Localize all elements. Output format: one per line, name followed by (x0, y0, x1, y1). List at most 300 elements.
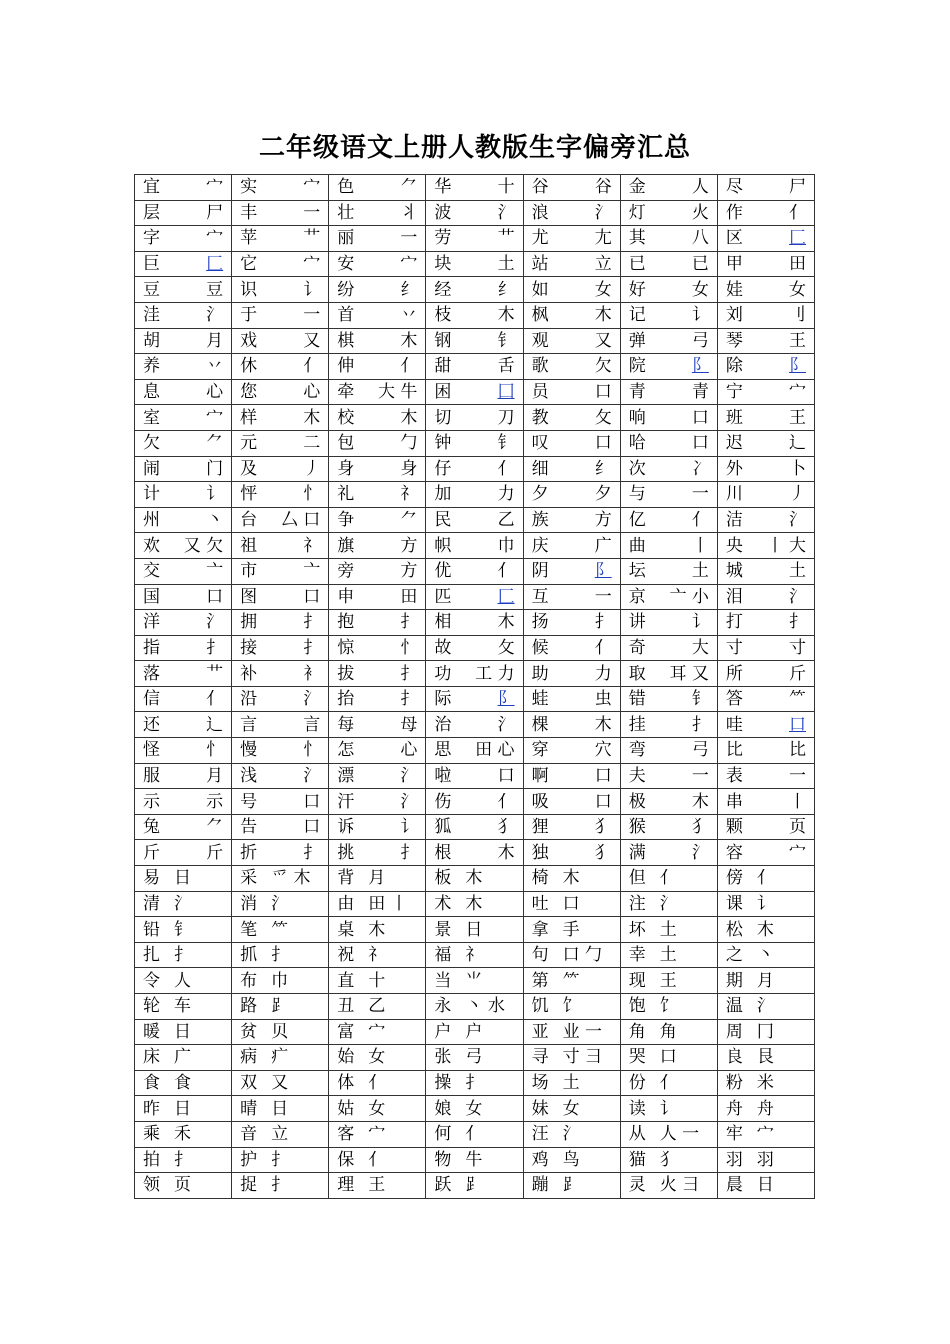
radical: 勹 (400, 433, 418, 454)
radical: 田 丨 (368, 893, 408, 914)
table-cell (620, 994, 717, 1020)
cell-content (240, 508, 320, 532)
cell-content (337, 457, 417, 481)
radical: 口 (303, 791, 321, 812)
table-cell (426, 917, 523, 943)
character: 身 (337, 458, 355, 479)
character: 抱 (337, 612, 355, 633)
table-cell (426, 226, 523, 252)
radical: 口 (594, 433, 612, 454)
character: 注 (628, 893, 646, 914)
cell-content (337, 866, 417, 890)
radical: 木 (497, 842, 515, 863)
cell-content (532, 841, 612, 865)
character: 份 (628, 1073, 646, 1094)
table-cell (620, 584, 717, 610)
character: 板 (434, 868, 452, 889)
character: 客 (337, 1124, 355, 1145)
cell-content (629, 1071, 709, 1095)
radical-link[interactable]: 匚 (206, 254, 224, 275)
table-cell (232, 994, 329, 1020)
cell-content (434, 380, 514, 404)
radical: 扌 (174, 945, 191, 966)
radical: ⺈ (206, 817, 224, 838)
radical: 田 (400, 586, 418, 607)
table-cell (717, 328, 814, 354)
radical: 攵 (497, 637, 515, 658)
radical: 手 (562, 919, 580, 940)
table-cell (523, 1121, 620, 1147)
cell-content (337, 1097, 417, 1121)
radical: 讠 (691, 305, 709, 326)
character: 牢 (725, 1124, 743, 1145)
cell-content (337, 252, 417, 276)
table-cell (426, 738, 523, 764)
table-cell (523, 251, 620, 277)
table-cell (232, 226, 329, 252)
cell-content (143, 1122, 223, 1146)
radical: 攵 (594, 407, 612, 428)
table-cell (717, 302, 814, 328)
cell-content (532, 226, 612, 250)
radical: 米 (756, 1073, 774, 1094)
character: 采 (240, 868, 258, 889)
cell-content (726, 969, 806, 993)
character: 包 (337, 433, 355, 454)
character: 所 (725, 663, 743, 684)
character: 谷 (531, 177, 549, 198)
radical: 氵 (497, 714, 515, 735)
radical: 户 (465, 1021, 483, 1042)
cell-content (726, 943, 806, 967)
radical-link[interactable]: 阝 (594, 561, 612, 582)
character: 汪 (531, 1124, 549, 1145)
table-cell (717, 1070, 814, 1096)
radical: 心 (303, 382, 321, 403)
table-cell (426, 558, 523, 584)
cell-content (532, 1097, 612, 1121)
table-row (135, 610, 815, 636)
character: 当 (434, 970, 452, 991)
character: 胡 (143, 330, 160, 351)
character: 豆 (143, 279, 160, 300)
table-cell (426, 430, 523, 456)
table-cell (620, 1096, 717, 1122)
character: 祖 (240, 535, 258, 556)
radical-link[interactable]: 匚 (789, 228, 806, 249)
character: 娘 (434, 1098, 452, 1119)
table-cell (135, 1173, 232, 1199)
radical: 宀 (303, 177, 321, 198)
cell-content (629, 431, 709, 455)
cell-content (629, 738, 709, 762)
radical: 扌 (271, 1175, 289, 1196)
character: 图 (240, 586, 258, 607)
cell-content (337, 406, 417, 430)
table-row (135, 1070, 815, 1096)
table-cell (232, 533, 329, 559)
table-row (135, 738, 815, 764)
cell-content (143, 918, 223, 942)
table-row (135, 1173, 815, 1199)
radical: 亻 (497, 458, 515, 479)
cell-content (434, 1148, 514, 1172)
cell-content (629, 252, 709, 276)
radical-link[interactable]: 囗 (497, 382, 515, 403)
table-row (135, 430, 815, 456)
radical: 木 (303, 407, 321, 428)
radical: 钅 (497, 330, 515, 351)
cell-content (629, 969, 709, 993)
character: 曲 (628, 535, 646, 556)
character: 棵 (531, 714, 549, 735)
cell-content (726, 175, 806, 199)
table-cell (135, 763, 232, 789)
table-cell (232, 1019, 329, 1045)
radical-table (134, 174, 815, 1199)
cell-content (532, 1148, 612, 1172)
table-cell (135, 610, 232, 636)
cell-content (240, 1122, 320, 1146)
radical: 土 (691, 561, 709, 582)
table-cell (426, 1147, 523, 1173)
radical: 扌 (206, 637, 224, 658)
character: 元 (240, 433, 258, 454)
table-cell (426, 994, 523, 1020)
radical: ⻊ (465, 1175, 483, 1196)
cell-content (337, 662, 417, 686)
character: 浅 (240, 765, 258, 786)
table-cell (620, 917, 717, 943)
radical: 斤 (206, 842, 224, 863)
table-cell (717, 1173, 814, 1199)
character: 直 (337, 970, 355, 991)
radical: 木 (400, 407, 418, 428)
character: 令 (143, 970, 160, 991)
radical: 讠 (206, 484, 224, 505)
table-cell (135, 1070, 232, 1096)
table-cell (329, 558, 426, 584)
character: 猴 (628, 817, 646, 838)
radical: 亻 (659, 1073, 677, 1094)
cell-content (143, 175, 223, 199)
character: 读 (628, 1098, 646, 1119)
cell-content (532, 380, 612, 404)
table-cell (329, 789, 426, 815)
table-cell (426, 789, 523, 815)
cell-content (143, 303, 223, 327)
character: 幸 (628, 945, 646, 966)
radical: 刀 (497, 407, 515, 428)
character: 扬 (531, 612, 549, 633)
character: 期 (725, 970, 743, 991)
cell-content (726, 329, 806, 353)
table-cell (717, 712, 814, 738)
cell-content (143, 943, 223, 967)
table-cell (523, 1147, 620, 1173)
cell-content (434, 457, 514, 481)
cell-content (726, 252, 806, 276)
table-cell (329, 1173, 426, 1199)
character: 浪 (531, 202, 549, 223)
table-cell (135, 917, 232, 943)
cell-content (629, 534, 709, 558)
table-cell (717, 226, 814, 252)
cell-content (143, 764, 223, 788)
cell-content (337, 175, 417, 199)
radical: 亻 (691, 510, 709, 531)
cell-content (240, 482, 320, 506)
radical: 犭 (659, 1149, 677, 1170)
character: 已 (628, 254, 646, 275)
character: 甲 (725, 254, 743, 275)
radical: 氵 (400, 791, 418, 812)
cell-content (532, 943, 612, 967)
cell-content (434, 534, 514, 558)
radical: 月 (368, 868, 386, 889)
radical: 纟 (400, 279, 418, 300)
character: 扎 (143, 945, 160, 966)
table-cell (717, 942, 814, 968)
character: 加 (434, 484, 452, 505)
cell-content (629, 457, 709, 481)
radical: 立 (594, 254, 612, 275)
radical: 卜 (789, 458, 806, 479)
cell-content (726, 892, 806, 916)
character: 候 (531, 637, 549, 658)
cell-content (532, 764, 612, 788)
character: 乘 (143, 1124, 160, 1145)
table-cell (523, 302, 620, 328)
cell-content (143, 380, 223, 404)
character: 琴 (725, 330, 743, 351)
table-row (135, 533, 815, 559)
radical: 厶 口 (280, 510, 321, 531)
cell-content (726, 764, 806, 788)
radical: 口 (594, 382, 612, 403)
radical: 亻 (659, 868, 677, 889)
radical-link[interactable]: 口 (789, 714, 806, 735)
table-cell (717, 584, 814, 610)
cell-content (726, 482, 806, 506)
character: 还 (143, 714, 160, 735)
character: 伤 (434, 791, 452, 812)
table-cell (620, 456, 717, 482)
table-cell (135, 942, 232, 968)
table-cell (135, 1045, 232, 1071)
cell-content (143, 201, 223, 225)
radical: 十 (497, 177, 515, 198)
character: 青 (628, 382, 646, 403)
table-cell (620, 1019, 717, 1045)
cell-content (726, 406, 806, 430)
character: 始 (337, 1047, 355, 1068)
table-cell (523, 1045, 620, 1071)
table-cell (523, 1096, 620, 1122)
table-cell (329, 1019, 426, 1045)
character: 福 (434, 945, 452, 966)
cell-content (337, 610, 417, 634)
radical: 木 (465, 868, 483, 889)
cell-content (240, 585, 320, 609)
character: 欠 (143, 433, 160, 454)
cell-content (726, 1122, 806, 1146)
character: 尽 (725, 177, 743, 198)
table-cell (329, 226, 426, 252)
radical: 丿 (303, 458, 321, 479)
cell-content (143, 738, 223, 762)
table-cell (135, 1096, 232, 1122)
table-cell (135, 507, 232, 533)
table-cell (523, 430, 620, 456)
character: 计 (143, 484, 160, 505)
radical: 氵 (497, 202, 515, 223)
character: 层 (143, 202, 160, 223)
radical: 王 (789, 330, 806, 351)
radical: 尢 (594, 228, 612, 249)
radical-link[interactable]: 阝 (497, 689, 515, 710)
radical: 氵 (303, 765, 321, 786)
character: 城 (725, 561, 743, 582)
table-cell (523, 968, 620, 994)
table-cell (232, 379, 329, 405)
character: 舟 (725, 1098, 743, 1119)
radical: 贝 (271, 1021, 289, 1042)
cell-content (143, 815, 223, 839)
character: 怦 (240, 484, 258, 505)
table-cell (523, 686, 620, 712)
radical: 扌 (271, 1149, 289, 1170)
table-cell (135, 558, 232, 584)
cell-content (532, 482, 612, 506)
radical: 页 (174, 1175, 191, 1196)
character: 诉 (337, 817, 355, 838)
radical: 土 (659, 919, 677, 940)
radical: 一 (594, 586, 612, 607)
table-cell (329, 686, 426, 712)
cell-content (240, 329, 320, 353)
character: 牵 (337, 382, 355, 403)
character: 洋 (143, 612, 160, 633)
cell-content (532, 354, 612, 378)
table-cell (426, 635, 523, 661)
character: 与 (628, 484, 646, 505)
radical-link[interactable]: 阝 (789, 356, 806, 377)
cell-content (143, 662, 223, 686)
table-cell (523, 584, 620, 610)
character: 员 (531, 382, 549, 403)
cell-content (532, 994, 612, 1018)
cell-content (143, 636, 223, 660)
radical: 十 (368, 970, 386, 991)
cell-content (629, 918, 709, 942)
character: 音 (240, 1124, 258, 1145)
table-cell (426, 610, 523, 636)
character: 吸 (531, 791, 549, 812)
cell-content (629, 1122, 709, 1146)
character: 布 (240, 970, 258, 991)
character: 欢 (143, 535, 160, 556)
cell-content (240, 713, 320, 737)
table-cell (135, 226, 232, 252)
table-cell (135, 533, 232, 559)
table-cell (329, 456, 426, 482)
radical: 大 (691, 637, 709, 658)
table-cell (620, 1147, 717, 1173)
table-row (135, 661, 815, 687)
cell-content (240, 1097, 320, 1121)
character: 每 (337, 714, 355, 735)
radical: 饣 (562, 996, 580, 1017)
table-cell (620, 610, 717, 636)
radical: 又 (594, 330, 612, 351)
character: 其 (628, 228, 646, 249)
cell-content (337, 508, 417, 532)
radical: 食 (174, 1073, 191, 1094)
cell-content (240, 175, 320, 199)
radical: 示 (206, 791, 224, 812)
radical: 丨 (789, 791, 806, 812)
character: 告 (240, 817, 258, 838)
cell-content (532, 610, 612, 634)
table-cell (620, 891, 717, 917)
table-cell (329, 968, 426, 994)
cell-content (532, 1173, 612, 1197)
radical: 言 (303, 714, 321, 735)
radical: 丨 (691, 535, 709, 556)
radical: 礻 (368, 945, 386, 966)
cell-content (434, 918, 514, 942)
cell-content (143, 687, 223, 711)
radical-link[interactable]: 匚 (497, 586, 515, 607)
table-row (135, 302, 815, 328)
character: 服 (143, 765, 160, 786)
cell-content (726, 1071, 806, 1095)
radical-link[interactable]: 阝 (691, 356, 709, 377)
character: 拥 (240, 612, 258, 633)
table-cell (426, 482, 523, 508)
cell-content (240, 534, 320, 558)
cell-content (240, 303, 320, 327)
table-cell (329, 328, 426, 354)
radical: 扌 (465, 1073, 483, 1094)
cell-content (240, 969, 320, 993)
character: 鸡 (531, 1149, 549, 1170)
character: 困 (434, 382, 452, 403)
cell-content (240, 457, 320, 481)
character: 宜 (143, 177, 160, 198)
character: 如 (531, 279, 549, 300)
table-cell (620, 1121, 717, 1147)
table-row (135, 1019, 815, 1045)
cell-content (726, 841, 806, 865)
table-cell (329, 712, 426, 738)
cell-content (337, 1148, 417, 1172)
table-cell (426, 1019, 523, 1045)
cell-content (337, 482, 417, 506)
radical: 扌 (691, 714, 709, 735)
character: 首 (337, 305, 355, 326)
radical: 艹 (303, 228, 321, 249)
table-cell (523, 175, 620, 201)
table-cell (523, 635, 620, 661)
cell-content (629, 406, 709, 430)
table-cell (717, 686, 814, 712)
character: 轮 (143, 996, 160, 1017)
radical: 广 (174, 1047, 191, 1068)
table-cell (426, 584, 523, 610)
cell-content (240, 815, 320, 839)
